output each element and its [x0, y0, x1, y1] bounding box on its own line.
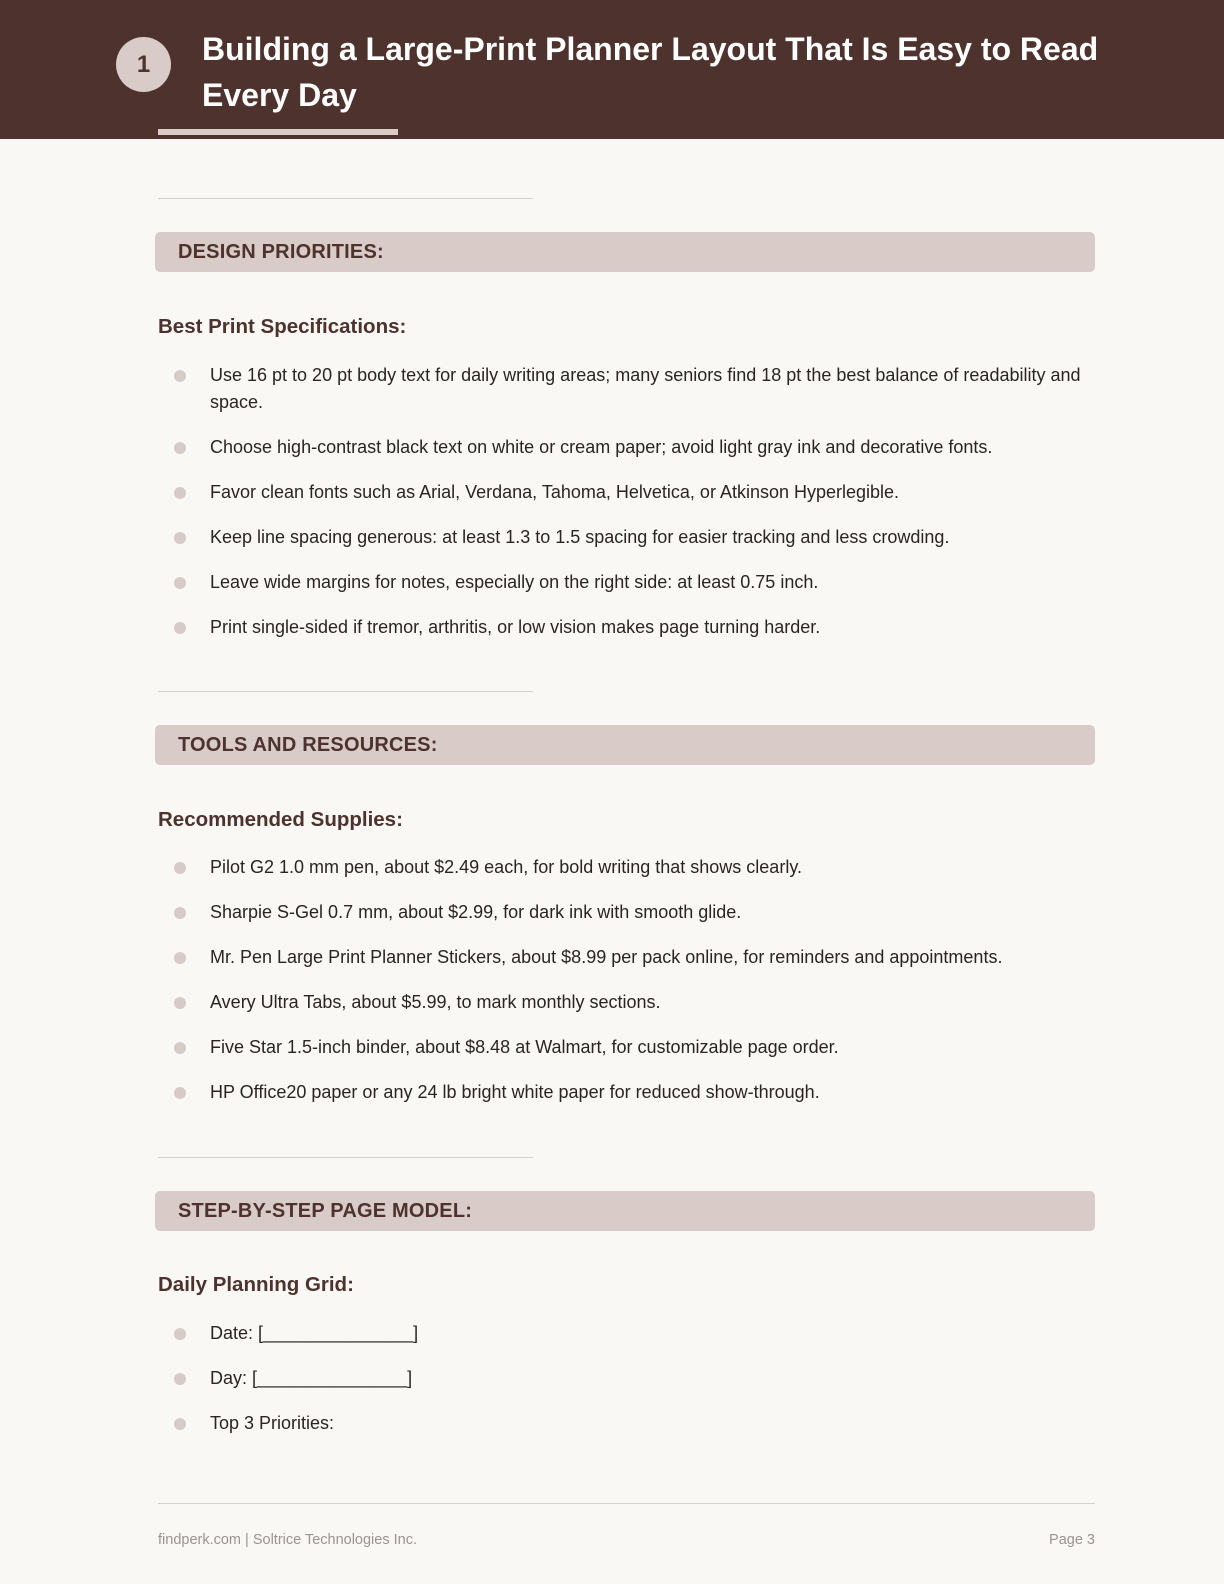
section-heading: TOOLS AND RESOURCES: [178, 733, 438, 756]
bullet-dot-icon [174, 487, 186, 499]
section-divider [158, 198, 533, 199]
section-heading-bar [155, 232, 1095, 272]
list-item-text: Pilot G2 1.0 mm pen, about $2.49 each, for bold writing that shows clearly. [210, 857, 802, 877]
bullet-list [172, 1320, 1092, 1455]
bullet-list [172, 362, 1092, 659]
bullet-dot-icon [174, 997, 186, 1009]
list-item [172, 1410, 1092, 1437]
list-item-text: Day: [_______________] [210, 1368, 413, 1388]
list-item-text: Leave wide margins for notes, especially on the right side: at least 0.75 inch. [210, 572, 819, 592]
footer-divider [158, 1503, 1095, 1504]
list-item [172, 1320, 1092, 1347]
list-item [172, 1079, 1092, 1106]
list-item [172, 899, 1092, 926]
list-item [172, 434, 1092, 461]
list-item-text: Keep line spacing generous: at least 1.3 to 1.5 spacing for easier tracking and less crowding. [210, 527, 950, 547]
section-divider [158, 691, 533, 692]
footer-source: findperk.com | Soltrice Technologies Inc. [158, 1532, 417, 1548]
list-item [172, 944, 1092, 971]
page-number: Page 3 [1049, 1532, 1095, 1548]
bullet-dot-icon [174, 442, 186, 454]
list-item-text: Five Star 1.5-inch binder, about $8.48 at Walmart, for customizable page order. [210, 1037, 839, 1057]
bullet-dot-icon [174, 952, 186, 964]
section-subheading: Daily Planning Grid: [158, 1273, 354, 1296]
list-item-text: HP Office20 paper or any 24 lb bright white paper for reduced show-through. [210, 1082, 820, 1102]
bullet-dot-icon [174, 907, 186, 919]
list-item-text: Date: [_______________] [210, 1323, 419, 1343]
bullet-dot-icon [174, 1087, 186, 1099]
section-heading: STEP-BY-STEP PAGE MODEL: [178, 1199, 473, 1222]
page-header [0, 0, 1224, 139]
list-item-text: Mr. Pen Large Print Planner Stickers, about $8.99 per pack online, for reminders and appointments. [210, 947, 1003, 967]
bullet-dot-icon [174, 1418, 186, 1430]
section-divider [158, 1157, 533, 1158]
list-item-text: Choose high-contrast black text on white or cream paper; avoid light gray ink and decorative fonts. [210, 437, 993, 457]
list-item [172, 989, 1092, 1016]
bullet-dot-icon [174, 532, 186, 544]
list-item-text: Use 16 pt to 20 pt body text for daily writing areas; many seniors find 18 pt the best balance of readability and space. [210, 365, 1081, 412]
list-item-text: Top 3 Priorities: [210, 1413, 335, 1433]
section-heading-bar [155, 725, 1095, 765]
bullet-dot-icon [174, 622, 186, 634]
section-heading-bar [155, 1191, 1095, 1231]
section-subheading: Best Print Specifications: [158, 315, 407, 338]
bullet-dot-icon [174, 1042, 186, 1054]
list-item [172, 1034, 1092, 1061]
bullet-dot-icon [174, 370, 186, 382]
section-heading: DESIGN PRIORITIES: [178, 240, 384, 263]
list-item [172, 569, 1092, 596]
bullet-dot-icon [174, 862, 186, 874]
list-item-text: Sharpie S-Gel 0.7 mm, about $2.99, for dark ink with smooth glide. [210, 902, 742, 922]
bullet-dot-icon [174, 577, 186, 589]
chapter-number-badge: 1 [116, 37, 171, 92]
bullet-list [172, 854, 1092, 1124]
bullet-dot-icon [174, 1328, 186, 1340]
title-underline-accent [158, 129, 398, 135]
list-item [172, 1365, 1092, 1392]
section-subheading: Recommended Supplies: [158, 808, 403, 831]
list-item [172, 614, 1092, 641]
list-item-text: Print single-sided if tremor, arthritis, or low vision makes page turning harder. [210, 617, 821, 637]
list-item-text: Favor clean fonts such as Arial, Verdana, Tahoma, Helvetica, or Atkinson Hyperlegible. [210, 482, 900, 502]
bullet-dot-icon [174, 1373, 186, 1385]
list-item [172, 362, 1092, 416]
list-item [172, 479, 1092, 506]
list-item-text: Avery Ultra Tabs, about $5.99, to mark monthly sections. [210, 992, 661, 1012]
list-item [172, 524, 1092, 551]
list-item [172, 854, 1092, 881]
page-title: Building a Large-Print Planner Layout That Is Easy to Read Every Day [202, 31, 1099, 113]
